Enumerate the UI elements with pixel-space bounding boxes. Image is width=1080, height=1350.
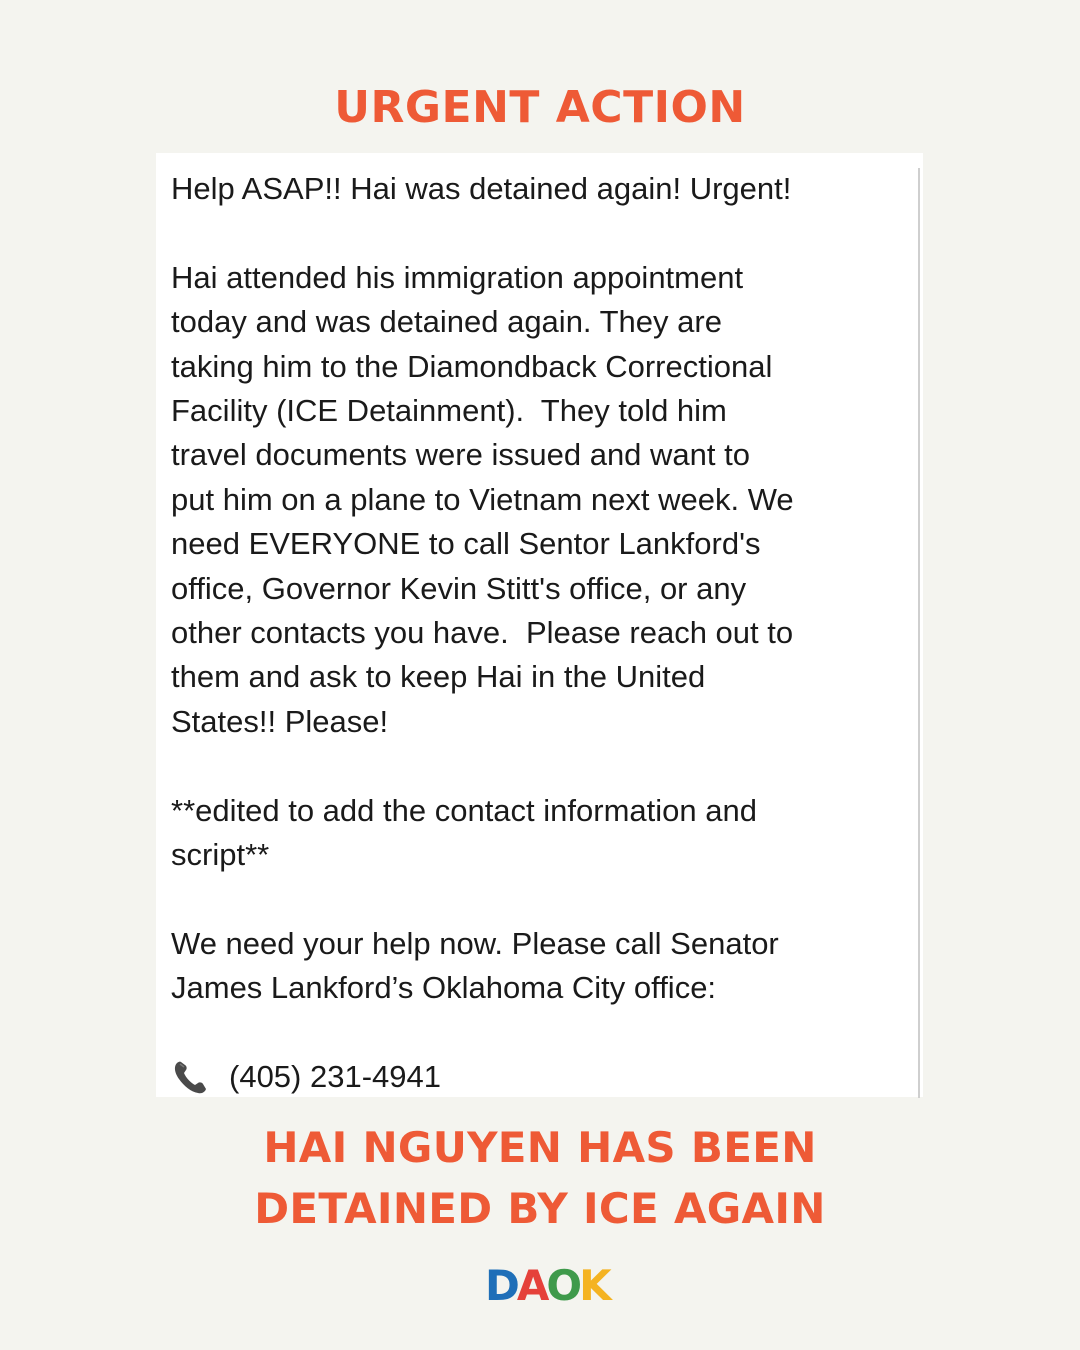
post-body <box>171 167 891 1097</box>
post-line: them and ask to keep Hai in the United <box>171 659 706 695</box>
call-request-line: James Lankford’s Oklahoma City office: <box>171 970 717 1006</box>
post-screenshot-card <box>156 153 923 1097</box>
telephone-receiver-icon <box>171 1057 215 1097</box>
edit-note-line: **edited to add the contact information and <box>171 792 757 828</box>
post-line: travel documents were issued and want to <box>171 437 750 473</box>
post-line: taking him to the Diamondback Correctional <box>171 348 773 384</box>
post-line: Hai attended his immigration appointment <box>171 259 744 295</box>
post-line: put him on a plane to Vietnam next week. We <box>171 481 794 517</box>
scrollbar <box>918 168 920 1098</box>
headline-line-1: HAI NGUYEN HAS BEEN <box>263 1123 817 1172</box>
post-opening-line: Help ASAP!! Hai was detained again! Urgent! <box>171 171 792 206</box>
logo-letter: K <box>579 1261 609 1310</box>
post-line: States!! Please! <box>171 703 389 739</box>
edit-note-line: script** <box>171 837 270 873</box>
post-line: office, Governor Kevin Stitt's office, or any <box>171 570 747 606</box>
logo-letter: D <box>485 1261 517 1310</box>
post-line: need EVERYONE to call Sentor Lankford's <box>171 526 761 562</box>
bottom-headline <box>0 1117 1080 1239</box>
page-title: URGENT ACTION <box>334 82 746 133</box>
logo-letter: O <box>546 1261 580 1310</box>
post-line: Facility (ICE Detainment). They told him <box>171 393 727 429</box>
daok-logo <box>485 1261 609 1310</box>
logo-letter: A <box>516 1261 547 1310</box>
phone-row <box>171 1055 891 1097</box>
post-line: today and was detained again. They are <box>171 304 722 340</box>
headline-line-2: DETAINED BY ICE AGAIN <box>254 1184 826 1233</box>
phone-number: (405) 231-4941 <box>229 1059 441 1095</box>
call-request-line: We need your help now. Please call Senator <box>171 925 779 961</box>
post-line: other contacts you have. Please reach out to <box>171 615 794 651</box>
